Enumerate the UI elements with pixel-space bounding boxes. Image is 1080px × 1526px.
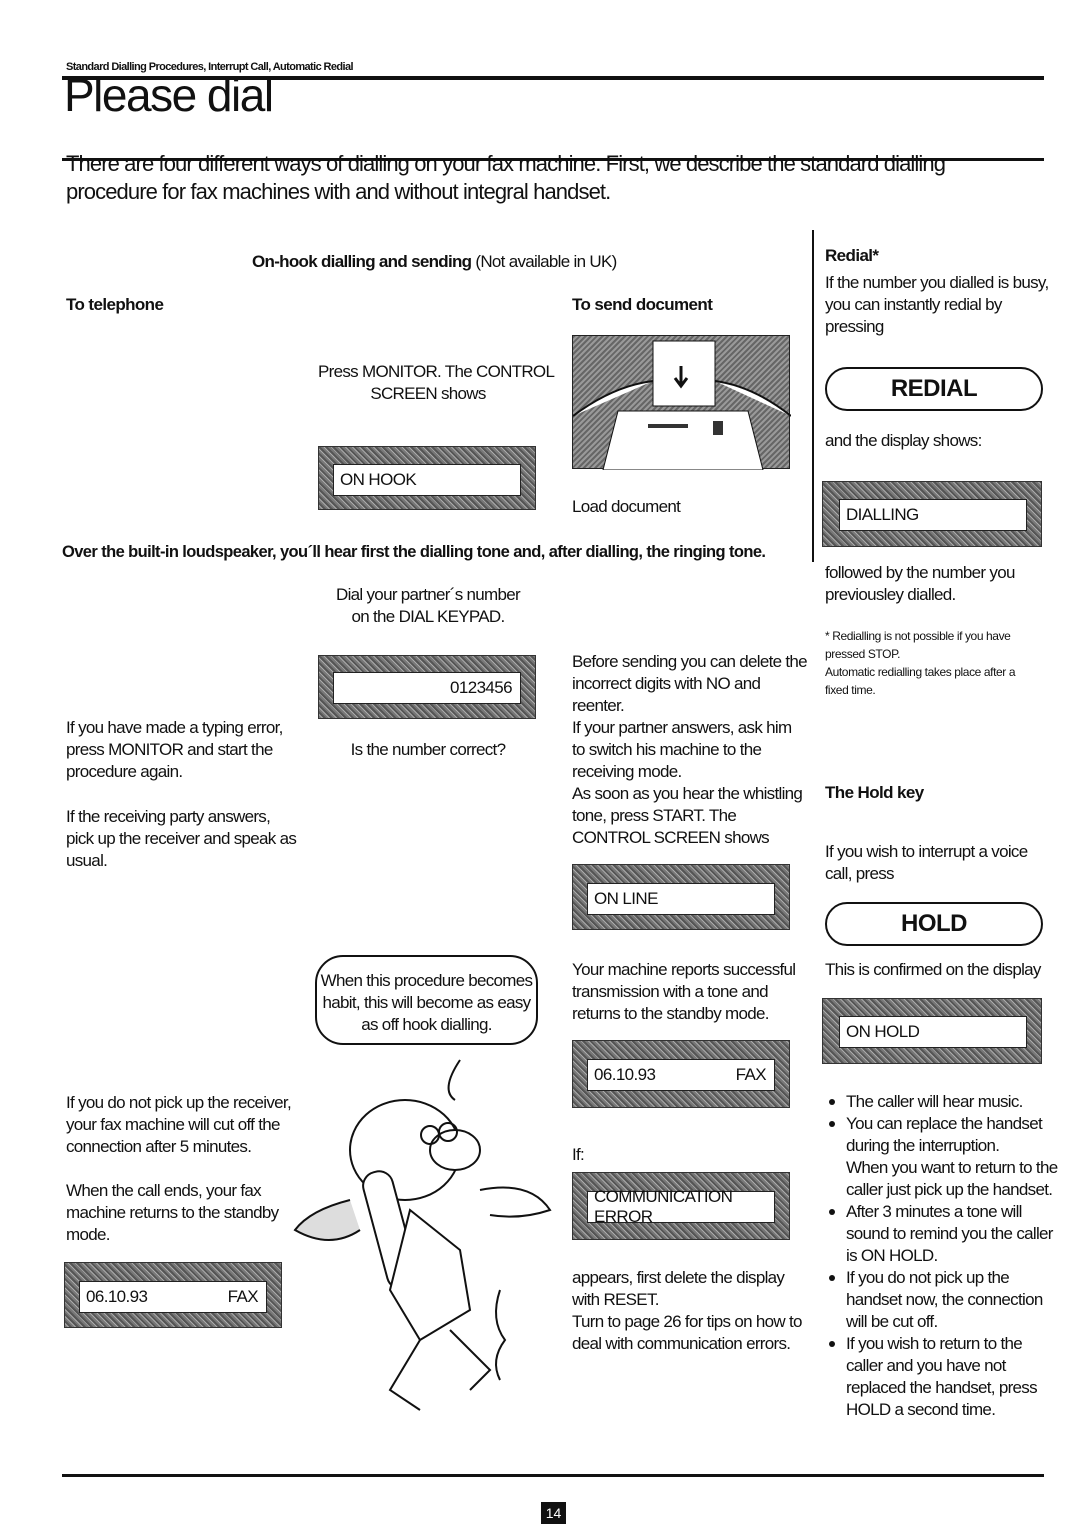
intro-text: There are four different ways of dialling on your fax machine. First, we describe the standard dialling procedure for fax machines with and without integral handset.	[66, 151, 946, 204]
display-date-fax-left: 06.10.93 FAX	[64, 1262, 282, 1328]
display-shows-text: and the display shows:	[825, 431, 982, 450]
display-date-fax: 06.10.93 FAX	[572, 1040, 790, 1108]
redial-footnote: * Redialling is not possible if you have pressed STOP. Automatic redialling takes place after a fixed time.	[825, 629, 1016, 697]
list-item: The caller will hear music.	[825, 1091, 1057, 1113]
typing-error-text: If you have made a typing error, press MONITOR and start the procedure again.	[66, 718, 283, 781]
fax-illustration	[572, 335, 790, 469]
hold-heading: The Hold key	[825, 783, 924, 802]
hold-text: If you wish to interrupt a voice call, press	[825, 842, 1028, 883]
load-document-label: Load document	[572, 497, 681, 516]
list-item: You can replace the handset during the interruption. When you want to return to the caller just pick up the handset.	[825, 1113, 1057, 1201]
list-item: If you wish to return to the caller and you have not replaced the handset, press HOLD a second time.	[825, 1333, 1057, 1421]
hold-key: HOLD	[825, 902, 1043, 946]
redial-text: If the number you dialled is busy, you can instantly redial by pressing	[825, 273, 1049, 336]
page-number: 14	[541, 1502, 566, 1524]
no-pickup-text: If you do not pick up the receiver, your fax machine will cut off the connection after 5 minutes.	[66, 1093, 291, 1156]
redial-key: REDIAL	[825, 367, 1043, 411]
appears-text: appears, first delete the display with RESET. Turn to page 26 for tips on how to deal with communication errors.	[572, 1268, 802, 1353]
to-send-heading: To send document	[572, 295, 713, 314]
call-ends-text: When the call ends, your fax machine returns to the standby mode.	[66, 1181, 279, 1244]
column-divider	[812, 230, 814, 562]
list-item: If you do not pick up the handset now, the connection will be cut off.	[825, 1267, 1057, 1333]
before-sending-text: Before sending you can delete the incorrect digits with NO and reenter. If your partner answers, ask him to switch his machine to the receiving mode. As soon as you hear the whistling tone, press START. The CONTROL SCREEN shows	[572, 652, 807, 847]
redial-heading: Redial*	[825, 246, 879, 265]
hold-bullet-list	[825, 1091, 1057, 1421]
if-label: If:	[572, 1145, 585, 1164]
display-on-hold: ON HOLD	[822, 998, 1042, 1064]
loudspeaker-note: Over the built-in loudspeaker, you´ll hear first the dialling tone and, after dialling, the ringing tone.	[62, 543, 766, 561]
display-on-line: ON LINE	[572, 864, 790, 930]
dial-partner-text: Dial your partner´s number on the DIAL KEYPAD.	[336, 585, 520, 626]
press-monitor-text: Press MONITOR. The CONTROL SCREEN shows	[318, 362, 555, 403]
onhook-heading: On-hook dialling and sending (Not available in UK)	[252, 252, 617, 271]
display-number: 0123456	[318, 655, 536, 719]
display-dialling: DIALLING	[822, 481, 1042, 547]
page-title: Please dial	[64, 69, 273, 121]
confirmed-text: This is confirmed on the display	[825, 960, 1041, 979]
breadcrumb: Standard Dialling Procedures, Interrupt Call, Automatic Redial	[66, 61, 353, 73]
display-communication-error: COMMUNICATION ERROR	[572, 1172, 790, 1240]
cartoon-character-illustration	[290, 1040, 560, 1420]
list-item: After 3 minutes a tone will sound to remind you the caller is ON HOLD.	[825, 1201, 1057, 1267]
reports-text: Your machine reports successful transmission with a tone and returns to the standby mode.	[572, 960, 796, 1023]
footer-divider	[62, 1474, 1044, 1477]
is-correct-text: Is the number correct?	[350, 740, 506, 759]
bubble-text: When this procedure becomes habit, this will become as easy as off hook dialling.	[320, 971, 533, 1034]
to-telephone-heading: To telephone	[66, 295, 164, 314]
display-on-hook: ON HOOK	[318, 446, 536, 510]
followed-text: followed by the number you previousley dialled.	[825, 563, 1015, 604]
receiving-party-text: If the receiving party answers, pick up the receiver and speak as usual.	[66, 807, 297, 870]
